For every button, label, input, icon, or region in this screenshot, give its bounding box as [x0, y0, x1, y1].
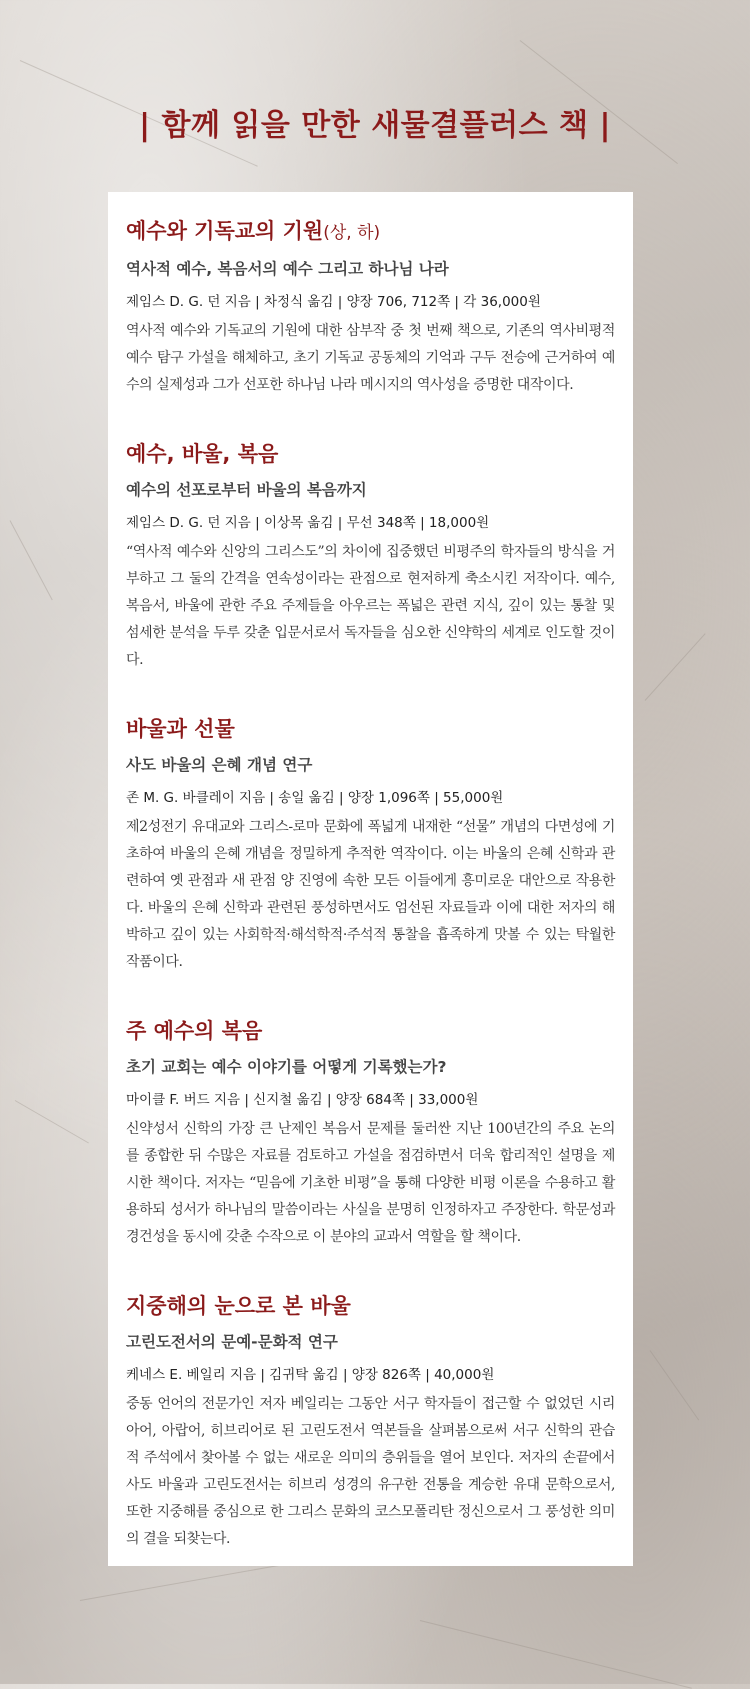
book-meta: 제임스 D. G. 던 지음 | 이상목 옮김 | 무선 348쪽 | 18,000원 [126, 515, 490, 531]
book-subtitle: 예수의 선포로부터 바울의 복음까지 [126, 481, 367, 499]
book-description: 신약성서 신학의 가장 큰 난제인 복음서 문제를 둘러싼 지난 100년간의 주요 논의를 종합한 뒤 수많은 자료를 검토하고 가설을 점검하면서 더욱 합리적인 설명을 제시한 책이다. 저자는 “믿음에 기초한 비평”을 통해 다양한 비평 이론을 수용하고 활용하되 성서가 하나님의 말씀이라는 사실을 분명히 인정하자고 주장한다. 학문성과 경건성을 동시에 갖춘 수작으로 이 분야의 교과서 역할을 할 책이다. [126, 1121, 615, 1245]
book-subtitle: 고린도전서의 문예-문화적 연구 [126, 1333, 338, 1351]
book-title: 예수, 바울, 복음 [126, 442, 279, 466]
book-description: 역사적 예수와 기독교의 기원에 대한 삼부작 중 첫 번째 책으로, 기존의 역사비평적 예수 탐구 가설을 해체하고, 초기 기독교 공동체의 기억과 구두 전승에 근거하여 예수의 실제성과 그가 선포한 하나님 나라 메시지의 역사성을 증명한 대작이다. [126, 323, 615, 393]
book-title: 주 예수의 복음 [126, 1019, 263, 1043]
page-title: | 함께 읽을 만한 새물결플러스 책 | [139, 108, 611, 143]
book-item [126, 439, 615, 674]
book-meta: 존 M. G. 바클레이 지음 | 송일 옮김 | 양장 1,096쪽 | 55,000원 [126, 790, 504, 806]
marble-vein [15, 1100, 89, 1143]
book-meta: 제임스 D. G. 던 지음 | 차정식 옮김 | 양장 706, 712쪽 | 각 36,000원 [126, 294, 541, 310]
book-subtitle: 초기 교회는 예수 이야기를 어떻게 기록했는가? [126, 1058, 447, 1076]
marble-vein [420, 1620, 692, 1689]
book-item [126, 714, 615, 976]
book-item [126, 216, 615, 399]
book-description: “역사적 예수와 신앙의 그리스도”의 차이에 집중했던 비평주의 학자들의 방식을 거부하고 그 둘의 간격을 연속성이라는 관점으로 현저하게 축소시킨 저작이다. 예수, 복음서, 바울에 관한 주요 주제들을 아우르는 폭넓은 관련 지식, 깊이 있는 통찰 및 섬세한 분석을 두루 갖춘 입문서로서 독자들을 심오한 신약학의 세계로 인도할 것이다. [126, 544, 615, 668]
book-title: 바울과 선물 [126, 717, 235, 741]
book-description: 중동 언어의 전문가인 저자 베일리는 그동안 서구 학자들이 접근할 수 없었던 시리아어, 아랍어, 히브리어로 된 고린도전서 역본들을 살펴봄으로써 서구 신학의 관습적 주석에서 찾아볼 수 없는 새로운 의미의 층위들을 열어 보인다. 저자의 손끝에서 사도 바울과 고린도전서는 히브리 성경의 유구한 전통을 계승한 유대 문학으로서, 또한 지중해를 중심으로 한 그리스 문화의 코스모폴리탄 정신으로서 그 풍성한 의미의 결을 되찾는다. [126, 1396, 615, 1547]
book-title: 예수와 기독교의 기원(상, 하) [126, 219, 381, 243]
book-title: 지중해의 눈으로 본 바울 [126, 1294, 351, 1318]
marble-vein [650, 1350, 700, 1420]
book-meta: 마이클 F. 버드 지음 | 신지철 옮김 | 양장 684쪽 | 33,000원 [126, 1092, 479, 1108]
book-item [126, 1016, 615, 1251]
book-item [126, 1291, 615, 1553]
marble-vein [645, 633, 706, 701]
book-subtitle: 사도 바울의 은혜 개념 연구 [126, 756, 313, 774]
marble-vein [10, 520, 53, 600]
book-meta: 케네스 E. 베일리 지음 | 김귀탁 옮김 | 양장 826쪽 | 40,000원 [126, 1367, 495, 1383]
book-description: 제2성전기 유대교와 그리스-로마 문화에 폭넓게 내재한 “선물” 개념의 다면성에 기초하여 바울의 은혜 개념을 정밀하게 추적한 역작이다. 이는 바울의 은혜 신학과 관련하여 옛 관점과 새 관점 양 진영에 속한 모든 이들에게 흥미로운 대안으로 작용한다. 바울의 은혜 신학과 관련된 풍성하면서도 엄선된 자료들과 이에 대한 저자의 해박하고 깊이 있는 사회학적·해석학적·주석적 통찰을 흡족하게 맛볼 수 있는 탁월한 작품이다. [126, 819, 615, 970]
book-subtitle: 역사적 예수, 복음서의 예수 그리고 하나님 나라 [126, 260, 449, 278]
book-title-suffix: (상, 하) [323, 223, 381, 243]
book-list-card [108, 192, 633, 1566]
